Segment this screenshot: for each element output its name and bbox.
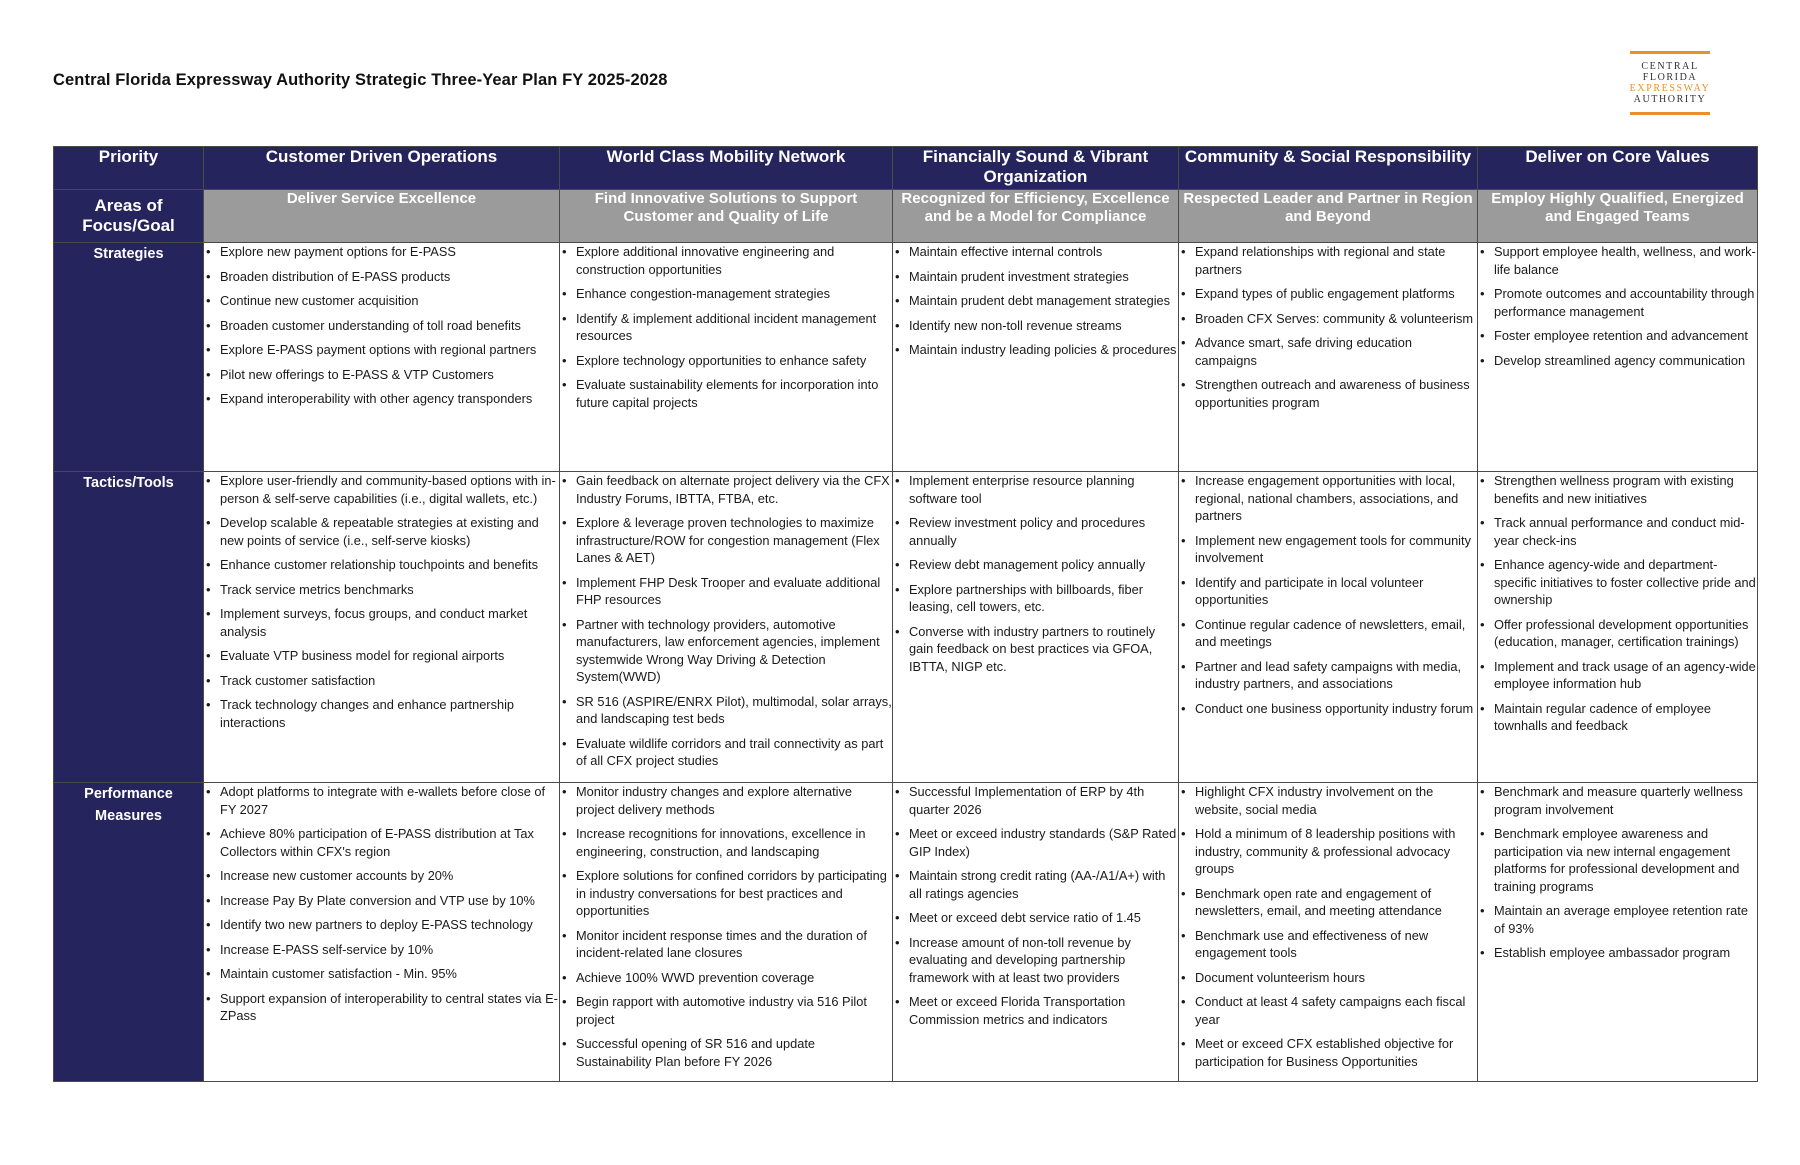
strategies-cell-1	[560, 243, 893, 472]
list-item: • Begin rapport with automotive industry via 516 Pilot project	[576, 993, 892, 1028]
performance-label: Performance Measures	[54, 783, 204, 1082]
performance-cell-4	[1478, 783, 1758, 1082]
list-item: • Partner and lead safety campaigns with media, industry partners, and associations	[1195, 658, 1477, 693]
performance-row	[54, 783, 1758, 1082]
list-item: • Track service metrics benchmarks	[220, 581, 559, 599]
list-item: • Track annual performance and conduct mid-year check-ins	[1494, 514, 1757, 549]
list-item: • Meet or exceed debt service ratio of 1.45	[909, 909, 1178, 927]
list-item: • Maintain prudent debt management strategies	[909, 292, 1178, 310]
tactics-cell-1	[560, 472, 893, 783]
list-item: • Explore & leverage proven technologies to maximize infrastructure/ROW for congestion management (Flex Lanes & AET)	[576, 514, 892, 567]
list-item: • Implement and track usage of an agency-wide employee information hub	[1494, 658, 1757, 693]
list-item: • Maintain effective internal controls	[909, 243, 1178, 261]
list-item: • Track technology changes and enhance partnership interactions	[220, 696, 559, 731]
list-item: • Expand relationships with regional and state partners	[1195, 243, 1477, 278]
strategies-cell-0	[204, 243, 560, 472]
list-item: • Strengthen outreach and awareness of business opportunities program	[1195, 376, 1477, 411]
list-item: • Offer professional development opportunities (education, manager, certification trainings)	[1494, 616, 1757, 651]
list-item: • Benchmark and measure quarterly wellness program involvement	[1494, 783, 1757, 818]
list-item: • Enhance agency-wide and department-specific initiatives to foster collective pride and ownership	[1494, 556, 1757, 609]
list-item: • Document volunteerism hours	[1195, 969, 1477, 987]
goal-world-class-mobility: Find Innovative Solutions to Support Customer and Quality of Life	[560, 190, 893, 243]
list-item: • Increase new customer accounts by 20%	[220, 867, 559, 885]
list-item: • Explore E-PASS payment options with regional partners	[220, 341, 559, 359]
list-item: • Continue new customer acquisition	[220, 292, 559, 310]
list-item: • Explore partnerships with billboards, fiber leasing, cell towers, etc.	[909, 581, 1178, 616]
strategies-cell-3	[1179, 243, 1478, 472]
bullet-list	[560, 783, 892, 1070]
list-item: • Achieve 100% WWD prevention coverage	[576, 969, 892, 987]
logo-line-central: CENTRAL	[1641, 61, 1699, 72]
priority-label: Priority	[54, 147, 204, 190]
tactics-cell-3	[1179, 472, 1478, 783]
bullet-list	[204, 783, 559, 1025]
list-item: • Benchmark open rate and engagement of newsletters, email, and meeting attendance	[1195, 885, 1477, 920]
list-item: • Conduct one business opportunity industry forum	[1195, 700, 1477, 718]
list-item: • Conduct at least 4 safety campaigns each fiscal year	[1195, 993, 1477, 1028]
list-item: • Adopt platforms to integrate with e-wallets before close of FY 2027	[220, 783, 559, 818]
list-item: • Support employee health, wellness, and work-life balance	[1494, 243, 1757, 278]
list-item: • Implement surveys, focus groups, and conduct market analysis	[220, 605, 559, 640]
list-item: • Meet or exceed industry standards (S&P Rated GIP Index)	[909, 825, 1178, 860]
list-item: • Foster employee retention and advancement	[1494, 327, 1757, 345]
goal-label: Areas of Focus/Goal	[54, 190, 204, 243]
list-item: • Continue regular cadence of newsletters, email, and meetings	[1195, 616, 1477, 651]
performance-cell-3	[1179, 783, 1478, 1082]
list-item: • Maintain industry leading policies & procedures	[909, 341, 1178, 359]
bullet-list	[1179, 243, 1477, 411]
goal-community-social: Respected Leader and Partner in Region and Beyond	[1179, 190, 1478, 243]
list-item: • Evaluate VTP business model for regional airports	[220, 647, 559, 665]
priority-customer-driven: Customer Driven Operations	[204, 147, 560, 190]
list-item: • Converse with industry partners to routinely gain feedback on best practices via GFOA, IBTTA, NIGP etc.	[909, 623, 1178, 676]
bullet-list	[560, 243, 892, 411]
list-item: • Maintain an average employee retention rate of 93%	[1494, 902, 1757, 937]
priority-core-values: Deliver on Core Values	[1478, 147, 1758, 190]
list-item: • Identify and participate in local volunteer opportunities	[1195, 574, 1477, 609]
list-item: • Monitor incident response times and the duration of incident-related lane closures	[576, 927, 892, 962]
bullet-list	[204, 243, 559, 408]
list-item: • Meet or exceed Florida Transportation Commission metrics and indicators	[909, 993, 1178, 1028]
list-item: • Monitor industry changes and explore alternative project delivery methods	[576, 783, 892, 818]
list-item: • Implement enterprise resource planning software tool	[909, 472, 1178, 507]
list-item: • Explore solutions for confined corridors by participating in industry conversations for best practices and opportunities	[576, 867, 892, 920]
list-item: • Review debt management policy annually	[909, 556, 1178, 574]
list-item: • Increase Pay By Plate conversion and VTP use by 10%	[220, 892, 559, 910]
list-item: • Meet or exceed CFX established objective for participation for Business Opportunities	[1195, 1035, 1477, 1070]
list-item: • Advance smart, safe driving education campaigns	[1195, 334, 1477, 369]
bullet-list	[893, 783, 1178, 1028]
strategic-plan-table	[53, 146, 1758, 1082]
list-item: • Develop scalable & repeatable strategies at existing and new points of service (i.e., self-serve kiosks)	[220, 514, 559, 549]
list-item: • Partner with technology providers, automotive manufacturers, law enforcement agencies, implement systemwide Wrong Way Driving & Detection System(WWD)	[576, 616, 892, 686]
list-item: • Maintain prudent investment strategies	[909, 268, 1178, 286]
list-item: • Broaden customer understanding of toll road benefits	[220, 317, 559, 335]
goal-row	[54, 190, 1758, 243]
logo-line-florida: FLORIDA	[1642, 72, 1698, 83]
list-item: • Benchmark use and effectiveness of new engagement tools	[1195, 927, 1477, 962]
list-item: • Increase amount of non-toll revenue by evaluating and developing partnership framework with at least two providers	[909, 934, 1178, 987]
list-item: • Maintain customer satisfaction - Min. 95%	[220, 965, 559, 983]
bullet-list	[560, 472, 892, 770]
list-item: • Implement new engagement tools for community involvement	[1195, 532, 1477, 567]
bullet-list	[1478, 243, 1757, 369]
list-item: • Support expansion of interoperability to central states via E-ZPass	[220, 990, 559, 1025]
list-item: • Review investment policy and procedures annually	[909, 514, 1178, 549]
tactics-cell-2	[893, 472, 1179, 783]
priority-row	[54, 147, 1758, 190]
bullet-list	[1478, 783, 1757, 962]
list-item: • Explore new payment options for E-PASS	[220, 243, 559, 261]
list-item: • Evaluate wildlife corridors and trail connectivity as part of all CFX project studies	[576, 735, 892, 770]
goal-financially-sound: Recognized for Efficiency, Excellence and be a Model for Compliance	[893, 190, 1179, 243]
list-item: • Increase engagement opportunities with local, regional, national chambers, associations, and partners	[1195, 472, 1477, 525]
tactics-label: Tactics/Tools	[54, 472, 204, 783]
list-item: • Implement FHP Desk Trooper and evaluate additional FHP resources	[576, 574, 892, 609]
list-item: • Pilot new offerings to E-PASS & VTP Customers	[220, 366, 559, 384]
list-item: • Explore technology opportunities to enhance safety	[576, 352, 892, 370]
tactics-cell-4	[1478, 472, 1758, 783]
list-item: • Broaden CFX Serves: community & volunteerism	[1195, 310, 1477, 328]
strategies-label: Strategies	[54, 243, 204, 472]
list-item: • Promote outcomes and accountability through performance management	[1494, 285, 1757, 320]
list-item: • Strengthen wellness program with existing benefits and new initiatives	[1494, 472, 1757, 507]
bullet-list	[893, 243, 1178, 359]
list-item: • Identify two new partners to deploy E-PASS technology	[220, 916, 559, 934]
logo-line-expressway: EXPRESSWAY	[1629, 83, 1711, 94]
strategies-row	[54, 243, 1758, 472]
priority-community-social: Community & Social Responsibility	[1179, 147, 1478, 190]
list-item: • Broaden distribution of E-PASS products	[220, 268, 559, 286]
list-item: • Establish employee ambassador program	[1494, 944, 1757, 962]
list-item: • Identify & implement additional incident management resources	[576, 310, 892, 345]
list-item: • Explore user-friendly and community-based options with in-person & self-serve capabilities (i.e., digital wallets, etc.)	[220, 472, 559, 507]
list-item: • Gain feedback on alternate project delivery via the CFX Industry Forums, IBTTA, FTBA, etc.	[576, 472, 892, 507]
list-item: • Benchmark employee awareness and participation via new internal engagement platforms for professional development and training programs	[1494, 825, 1757, 895]
list-item: • Identify new non-toll revenue streams	[909, 317, 1178, 335]
priority-financially-sound: Financially Sound & Vibrant Organization	[893, 147, 1179, 190]
bullet-list	[1478, 472, 1757, 735]
strategies-cell-2	[893, 243, 1179, 472]
list-item: • Successful Implementation of ERP by 4th quarter 2026	[909, 783, 1178, 818]
list-item: • Evaluate sustainability elements for incorporation into future capital projects	[576, 376, 892, 411]
list-item: • Explore additional innovative engineering and construction opportunities	[576, 243, 892, 278]
list-item: • Track customer satisfaction	[220, 672, 559, 690]
list-item: • Achieve 80% participation of E-PASS distribution at Tax Collectors within CFX's region	[220, 825, 559, 860]
list-item: • Increase E-PASS self-service by 10%	[220, 941, 559, 959]
cfx-logo	[1630, 51, 1710, 115]
list-item: • Highlight CFX industry involvement on the website, social media	[1195, 783, 1477, 818]
strategies-cell-4	[1478, 243, 1758, 472]
document-title: Central Florida Expressway Authority Strategic Three-Year Plan FY 2025-2028	[53, 71, 668, 89]
performance-cell-2	[893, 783, 1179, 1082]
list-item: • Expand interoperability with other agency transponders	[220, 390, 559, 408]
performance-cell-1	[560, 783, 893, 1082]
list-item: • Develop streamlined agency communication	[1494, 352, 1757, 370]
bullet-list	[893, 472, 1178, 675]
bullet-list	[1179, 783, 1477, 1070]
list-item: • Hold a minimum of 8 leadership positions with industry, community & professional advocacy groups	[1195, 825, 1477, 878]
list-item: • SR 516 (ASPIRE/ENRX Pilot), multimodal, solar arrays, and landscaping test beds	[576, 693, 892, 728]
performance-cell-0	[204, 783, 560, 1082]
logo-line-authority: AUTHORITY	[1633, 94, 1707, 105]
tactics-row	[54, 472, 1758, 783]
bullet-list	[1179, 472, 1477, 717]
list-item: • Successful opening of SR 516 and update Sustainability Plan before FY 2026	[576, 1035, 892, 1070]
list-item: • Enhance customer relationship touchpoints and benefits	[220, 556, 559, 574]
list-item: • Expand types of public engagement platforms	[1195, 285, 1477, 303]
goal-customer-driven: Deliver Service Excellence	[204, 190, 560, 243]
goal-core-values: Employ Highly Qualified, Energized and Engaged Teams	[1478, 190, 1758, 243]
list-item: • Enhance congestion-management strategies	[576, 285, 892, 303]
priority-world-class-mobility: World Class Mobility Network	[560, 147, 893, 190]
list-item: • Increase recognitions for innovations, excellence in engineering, construction, and landscaping	[576, 825, 892, 860]
list-item: • Maintain regular cadence of employee townhalls and feedback	[1494, 700, 1757, 735]
bullet-list	[204, 472, 559, 731]
list-item: • Maintain strong credit rating (AA-/A1/A+) with all ratings agencies	[909, 867, 1178, 902]
tactics-cell-0	[204, 472, 560, 783]
